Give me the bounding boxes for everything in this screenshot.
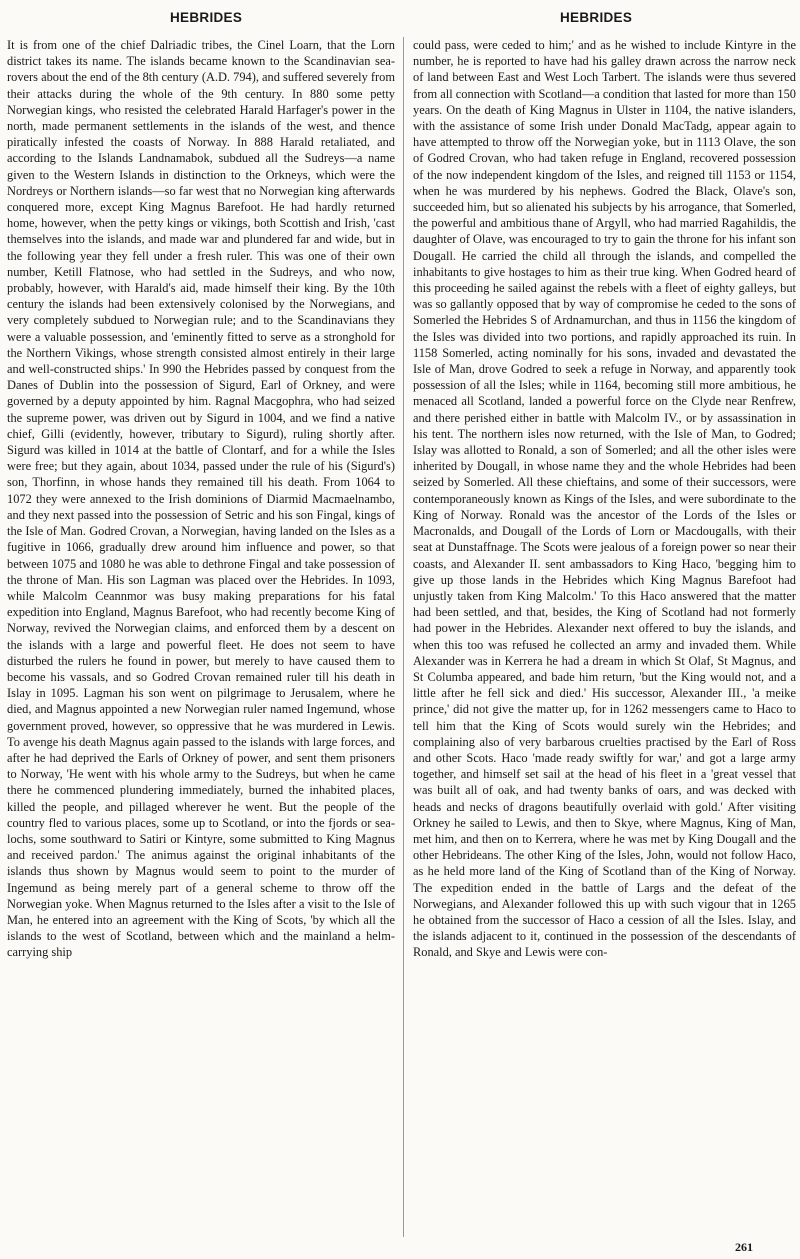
paragraph-left: It is from one of the chief Dalriadic tribes, the Cinel Loarn, that the Lorn district takes its name. The islands became known to the Scandinavian sea-rovers about the end of the 8th century (A.D. 794), and suffered severely from their attacks during the whole of the 9th century. In 880 some petty Norwegian kings, who resisted the celebrated Harald Harfager's power in the north, made permanent settlements in the islands of the west, and thence piratically infested the coasts of Norway. In 888 Harald retaliated, and according to the Islands Landnamabok, subdued all the Sudreys—a name given to the Western Islands in distinction to the Orkneys, which were the Nordreys or Northern islands—so far west that no Norwegian king afterwards conquered more, except King Magnus Barefoot. He had hardly returned home, however, when the petty kings or vikings, both Scottish and Irish, 'cast themselves into the islands, and made war and plundered far and wide, but in the following year they fell under a fresh ruler. This was one of their own number, Ketill Flatnose, who had settled in the Sudreys, and who now, probably, however, with Harald's aid, made himself their king. By the 10th century the islands had been extensively colonised by the Norwegians, and very completely subdued to Norwegian rule; and to the Scandinavians they were a valuable possession, and 'eminently fitted to serve as a stronghold for the Northern Vikings, whose strength consisted almost entirely in their large and well-constructed ships.' In 990 the Hebrides passed by conquest from the Danes of Dublin into the possession of Sigurd, Earl of Orkney, and were governed by a deputy appointed by him. Ragnal Macgophra, who had seized the supreme power, was driven out by Sigurd in 1004, and we find a native chief, Gilli (evidently, however, tributary to Sigurd), ruling shortly after. Sigurd was killed in 1014 at the battle of Clontarf, and for a while the Isles were free; but they again, about 1034, passed under the rule of his (Sigurd's) son, Thorfinn, in whose hands they remained till his death. From 1064 to 1072 they were annexed to the Irish dominions of Diarmid Macmaelnambo, and they next passed into the possession of Setric and his son Fingal, kings of the Isle of Man. Godred Crovan, a Norwegian, having landed on the Isles as a fugitive in 1066, gradually drew around him influence and power, so that between 1075 and 1080 he was able to dethrone Fingal and take possession of the throne of Man. His son Lagman was placed over the Hebrides. In 1093, while Malcolm Ceannmor was busy making preparations for his fatal expedition into England, Magnus Barefoot, who had recently become King of Norway, revived the Norwegian claims, and enforced them by a descent on the islands with a large and powerful fleet. He does not seem to have disturbed the rulers he found in power, but merely to have caused them to become his vassals, and so Godred Crovan remained ruler till his death in Islay in 1095. Lagman his son went on pilgrimage to Jerusalem, where he died, and Magnus appointed a new Norwegian ruler named Ingemund, whose government proved, however, so oppressive that he was murdered in Lewis. To avenge his death Magnus again passed to the islands with large forces, and after he had deprived the Earls of Orkney of power, and sent them prisoners to Norway, 'He went with his whole army to the Sudreys, but when he came there he commenced plundering immediately, burned the inhabited places, killed the people, and pillaged wherever he went. But the people of the country fled to various places, some up to Scotland, or into the fjords or sea-lochs, some southward to Satiri or Kintyre, some submitted to King Magnus and received pardon.' The animus against the original inhabitants of the islands thus shown by Magnus would seem to point to the murder of Ingemund as being merely part of a general scheme to throw off the Norwegian yoke. When Magnus returned to the Isles after a visit to the Isle of Man, he entered into an agreement with the King of Scots, 'by which all the islands to the west of Scotland, between which and the mainland a helm-carrying ship: [7, 38, 395, 960]
text-column-right: [413, 37, 796, 1237]
text-column-left: [7, 37, 395, 1237]
page-number: 261: [735, 1240, 753, 1254]
running-head-left: HEBRIDES: [170, 10, 243, 25]
paragraph-right: could pass, were ceded to him;' and as he wished to include Kintyre in the number, he is reported to have had his galley drawn across the narrow neck of land between East and West Loch Tarbert. The islands were thus severed from all connection with Scotland—a condition that lasted for more than 150 years. On the death of King Magnus in Ulster in 1104, the native islanders, with the assistance of some Irish under Donald MacTadg, appear again to have attempted to throw off the Norwegian yoke, but in 1113 Olave, the son of Godred Crovan, who had taken refuge in England, recovered possession of the now independent kingdom of the Isles, and reigned till 1153 or 1154, when he was murdered by his nephews. Godred the Black, Olave's son, succeeded him, but so alienated his subjects by his arrogance, that Somerled, the powerful and ambitious thane of Argyll, who had married Ragahildis, the daughter of Olave, was encouraged to try to gain the throne for his infant son Dougall. He carried the child all through the islands, and compelled the inhabitants to give hostages to him as their true king. When Godred heard of this proceeding he sailed against the rebels with a fleet of eighty galleys, but was so gallantly opposed that by way of compromise he ceded to the sons of Somerled the Hebrides S of Ardnamurchan, and thus in 1156 the kingdom of the Isles was divided into two portions, and rapidly approached its ruin. In 1158 Somerled, acting nominally for his sons, invaded and devastated the Isle of Man, drove Godred to seek a refuge in Norway, and apparently took possession of all the Isles; while in 1164, becoming still more ambitious, he menaced all Scotland, landed a powerful force on the Clyde near Renfrew, and there perished either in battle with Malcolm IV., or by assassination in his tent. The northern isles now returned, with the Isle of Man, to Godred; Islay was allotted to Ronald, a son of Somerled; and all the other isles were inherited by Dougall, in whose name they and the whole Hebrides had been seized by Somerled. All these chieftains, and some of their successors, were contemporaneously known as Kings of the Isles, and were subordinate to the King of Norway. Ronald was the ancestor of the Lords of the Isles or Macronalds, and Dougall of the Lords of Lorn or Macdougalls, with their seat at Dunstaffnage. The Scots were jealous of a foreign power so near their coasts, and Alexander II. sent ambassadors to King Haco, 'begging him to give up those lands in the Hebrides which King Magnus Barefoot had unjustly taken from King Malcolm.' To this Haco answered that the matter had been settled, and that, besides, the King of Scotland had not formerly had power in the Hebrides. Alexander next offered to buy the islands, and when this too was refused he collected an army and invaded them. While Alexander was in Kerrera he had a dream in which St Olaf, St Magnus, and St Columba appeared, and bade him return, 'but the King would not, and a little after he fell sick and died.' His successor, Alexander III., 'a meike prince,' did not give the matter up, for in 1262 messengers came to Haco to tell him that the King of Scots would surely win the Hebrides; and complaining also of very barbarous cruelties practised by the Earl of Ross and other Scots. Haco 'made ready swiftly for war,' and got a large army together, and himself set sail at the head of his fleet in a 'great vessel that was built all of oak, and had twenty banks of oars, and was decked with heads and necks of dragons beautifully overlaid with gold.' After visiting Orkney he sailed to Lewis, and then to Skye, where Magnus, King of Man, met him, and then on to Kerrera, where he was met by King Dougall and the other Hebrideans. The other King of the Isles, John, would not follow Haco, as he held more land of the King of Scotland than of the King of Norway. The expedition ended in the battle of Largs and the defeat of the Norwegians, and Alexander followed this up with such vigour that in 1265 he obtained from the successor of Haco a cession of all the Isles. Islay, and the islands adjacent to it, continued in the possession of the descendants of Ronald, and Skye and Lewis were con-: [413, 38, 796, 960]
column-divider: [403, 37, 404, 1237]
running-head-right: HEBRIDES: [560, 10, 633, 25]
running-head: [0, 10, 800, 30]
